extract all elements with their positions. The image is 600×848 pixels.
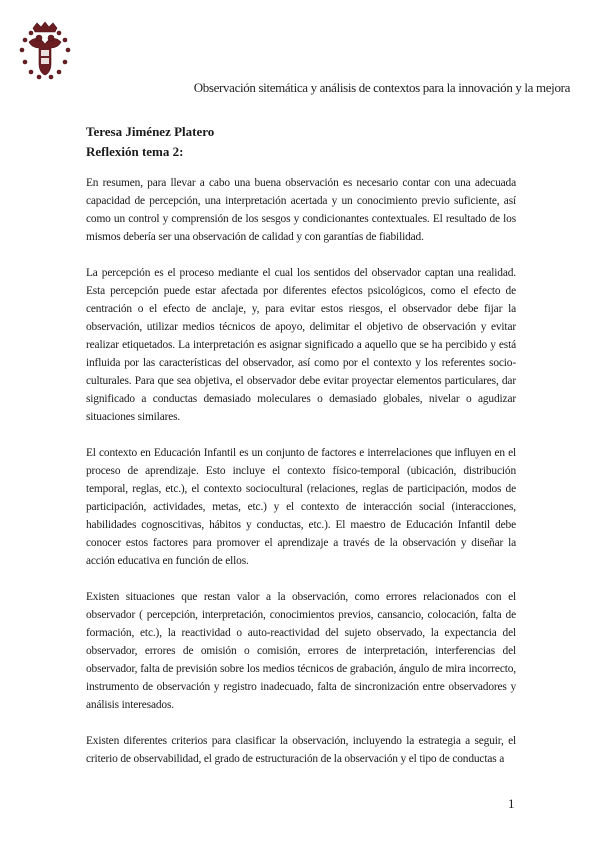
paragraph: En resumen, para llevar a cabo una buena observación es necesario contar con una adecuada capacidad de percepción, una interpretación acertada y un conocimiento previo suficiente, así como un control y comprensión de los sesgos y condicionantes contextuales. El resultado de los mismos debería ser una observación de calidad y con garantías de fiabilidad. — [86, 177, 516, 243]
header-title: Observación sitemática y análisis de contextos para la innovación y la mejora — [193, 80, 570, 95]
author-name: Teresa Jiménez Platero — [86, 124, 215, 139]
body-text — [86, 174, 516, 786]
paragraph: Existen diferentes criterios para clasificar la observación, incluyendo la estrategia a seguir, el criterio de observabilidad, el grado de estructuración de la observación y el tipo de conductas a — [86, 735, 516, 765]
paragraph: Existen situaciones que restan valor a la observación, como errores relacionados con el observador ( percepción, interpretación, conocimientos previos, cansancio, colocación, falta de formación, etc.), la reactividad o auto-reactividad del sujeto observado, la expectancia del observador, errores de omisión o comisión, errores de interpretación, interferencias del observador, falta de previsión sobre los medios técnicos de grabación, ángulo de mira incorrecto, instrumento de observación y registro inadecuado, falta de sincronización entre observadores y análisis interesados. — [86, 591, 516, 711]
page-number: 1 — [508, 796, 515, 811]
paragraph: El contexto en Educación Infantil es un conjunto de factores e interrelaciones que influyen en el proceso de aprendizaje. Esto incluye el contexto físico-temporal (ubicación, distribución temporal, reglas, etc.), el contexto sociocultural (relaciones, reglas de participación, modos de participación, actividades, metas, etc.) y el contexto de interacción social (interacciones, habilidades cognoscitivas, hábitos y conductas, etc.). El maestro de Educación Infantil debe conocer estos factores para promover el aprendizaje a través de la observación y diseñar la acción educativa en función de ellos. — [86, 447, 516, 567]
paragraph: La percepción es el proceso mediante el cual los sentidos del observador captan una realidad. Esta percepción puede estar afectada por diferentes efectos psicológicos, como el efecto de centración o el efecto de anclaje, y, para evitar estos riesgos, el observador debe fijar la observación, utilizar medios técnicos de apoyo, delimitar el objetivo de observación y evitar realizar etiquetados. La interpretación es asignar significado a aquello que se ha percibido y está influida por las características del observador, así como por el contexto y los referentes socio-culturales. Para que sea objetiva, el observador debe evitar proyectar elementos particulares, dar significado a conductas demasiado moleculares o demasiado globales, nivelar o agudizar situaciones similares. — [86, 267, 516, 423]
university-crest-icon — [17, 20, 73, 82]
reflection-title: Reflexión tema 2: — [86, 144, 184, 159]
